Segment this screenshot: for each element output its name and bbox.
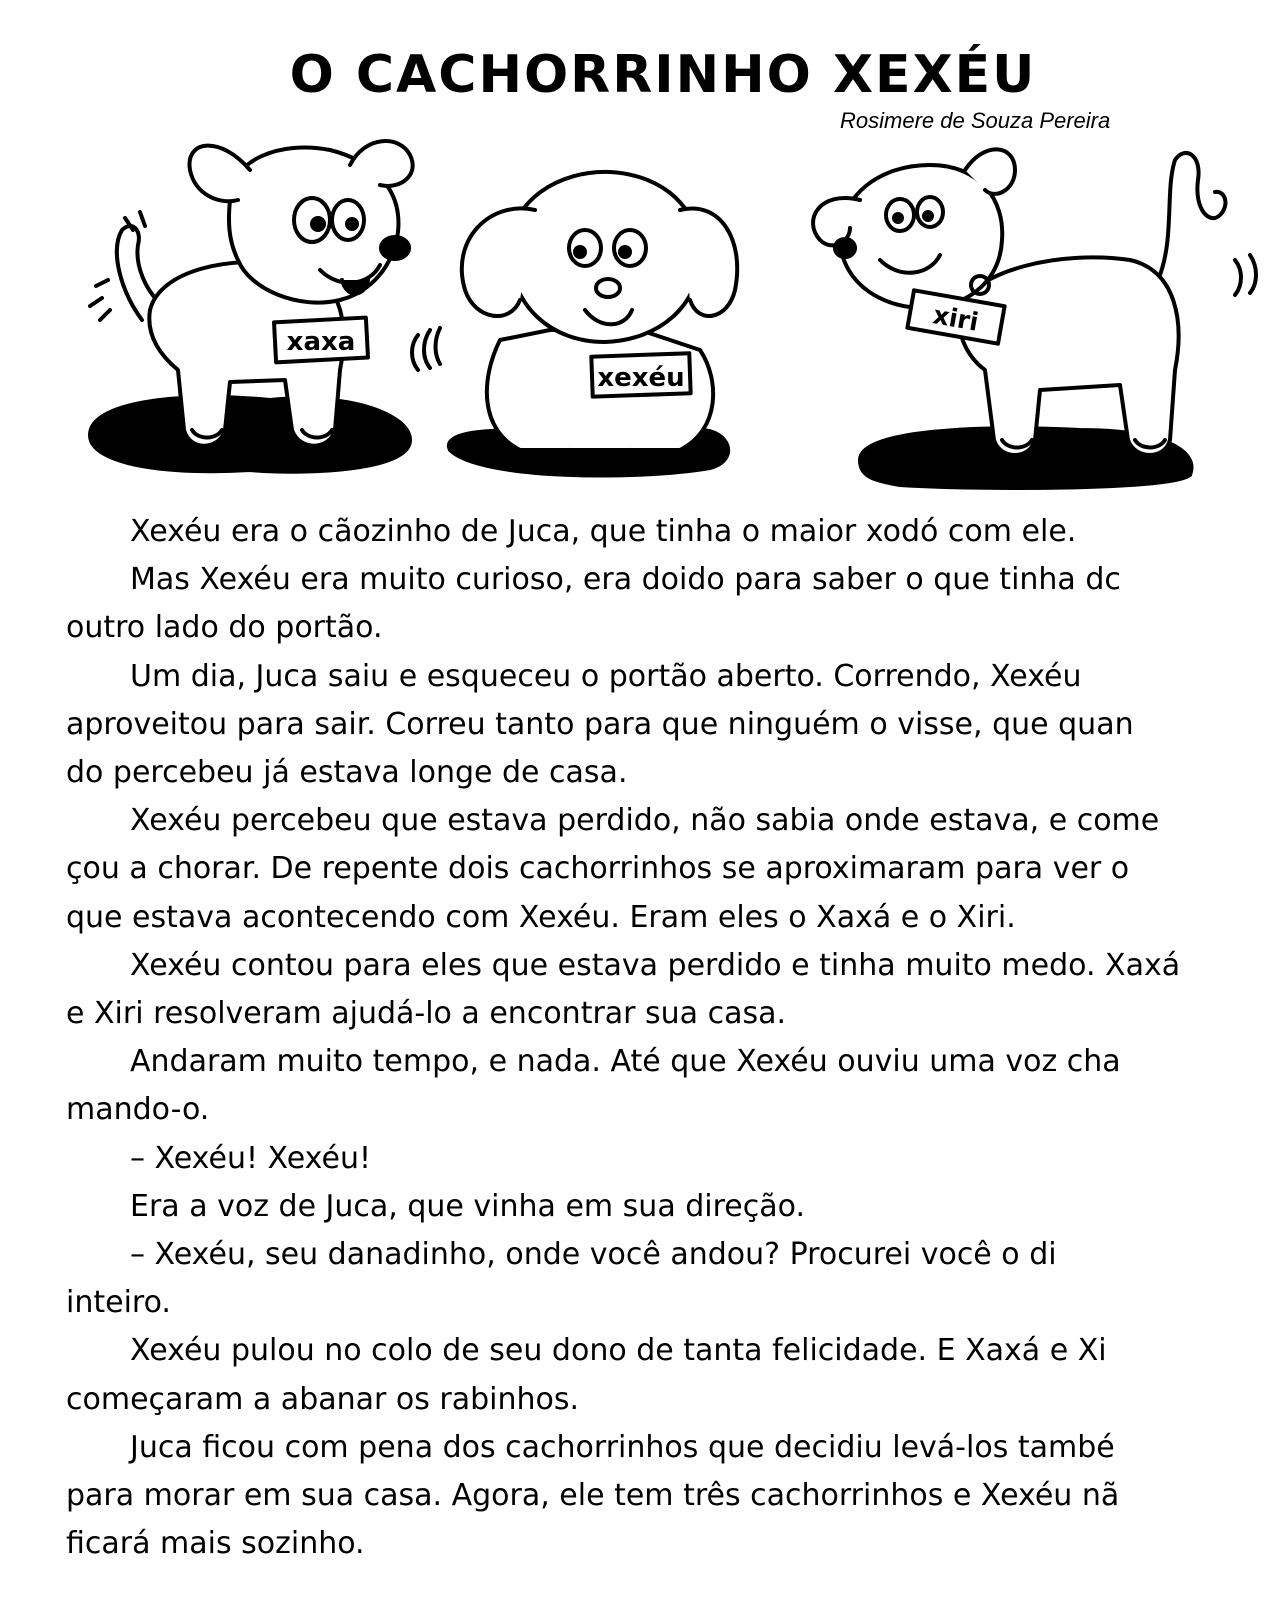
three-puppies-illustration bbox=[80, 130, 1268, 500]
story-line: çou a chorar. De repente dois cachorrinhos se aproximaram para ver o bbox=[66, 851, 1130, 887]
story-line: começaram a abanar os rabinhos. bbox=[66, 1381, 580, 1417]
story-line: mando-o. bbox=[66, 1092, 210, 1128]
puppy-xaxa-drawing bbox=[90, 141, 413, 472]
tag-label-xiri: xiri bbox=[930, 300, 981, 337]
story-line: Xexéu era o cãozinho de Juca, que tinha o maior xodó com ele. bbox=[130, 514, 1077, 549]
story-title: O CACHORRINHO XEXÉU bbox=[289, 45, 1037, 105]
story-line: para morar em sua casa. Agora, ele tem três cachorrinhos e Xexéu nã bbox=[66, 1478, 1120, 1514]
story-line: inteiro. bbox=[66, 1285, 171, 1321]
story-line: Xexéu contou para eles que estava perdido e tinha muito medo. Xaxá bbox=[130, 947, 1181, 983]
story-line: aproveitou para sair. Correu tanto para que ninguém o visse, que quan bbox=[66, 706, 1134, 742]
story-line: Era a voz de Juca, que vinha em sua direção. bbox=[130, 1188, 805, 1224]
story-line: outro lado do portão. bbox=[66, 610, 383, 646]
story-line: Mas Xexéu era muito curioso, era doido para saber o que tinha dc bbox=[130, 562, 1121, 598]
tag-label-xexeu: xexéu bbox=[597, 363, 685, 393]
story-line: Um dia, Juca saiu e esqueceu o portão aberto. Correndo, Xexéu bbox=[130, 658, 1082, 694]
story-line: Juca ficou com pena dos cachorrinhos que decidiu levá-los també bbox=[130, 1429, 1115, 1465]
story-line: ficará mais sozinho. bbox=[66, 1526, 365, 1562]
puppy-xiri-drawing bbox=[813, 149, 1256, 488]
story-line: Xexéu percebeu que estava perdido, não sabia onde estava, e come bbox=[130, 803, 1160, 839]
story-line: que estava acontecendo com Xexéu. Eram eles o Xaxá e o Xiri. bbox=[66, 899, 1016, 935]
story-text bbox=[66, 508, 1240, 1568]
story-line: – Xexéu, seu danadinho, onde você andou? Procurei você o di bbox=[130, 1237, 1057, 1273]
story-line: e Xiri resolveram ajudá-lo a encontrar sua casa. bbox=[66, 996, 787, 1032]
story-line: – Xexéu! Xexéu! bbox=[130, 1140, 371, 1176]
story-line: Andaram muito tempo, e nada. Até que Xexéu ouviu uma voz cha bbox=[130, 1044, 1121, 1080]
puppy-xexeu-drawing bbox=[412, 172, 737, 476]
story-line: Xexéu pulou no colo de seu dono de tanta felicidade. E Xaxá e Xi bbox=[130, 1333, 1107, 1369]
tag-label-xaxa: xaxa bbox=[286, 327, 356, 357]
story-line: do percebeu já estava longe de casa. bbox=[66, 755, 628, 791]
author-name: Rosimere de Souza Pereira bbox=[840, 108, 1111, 133]
